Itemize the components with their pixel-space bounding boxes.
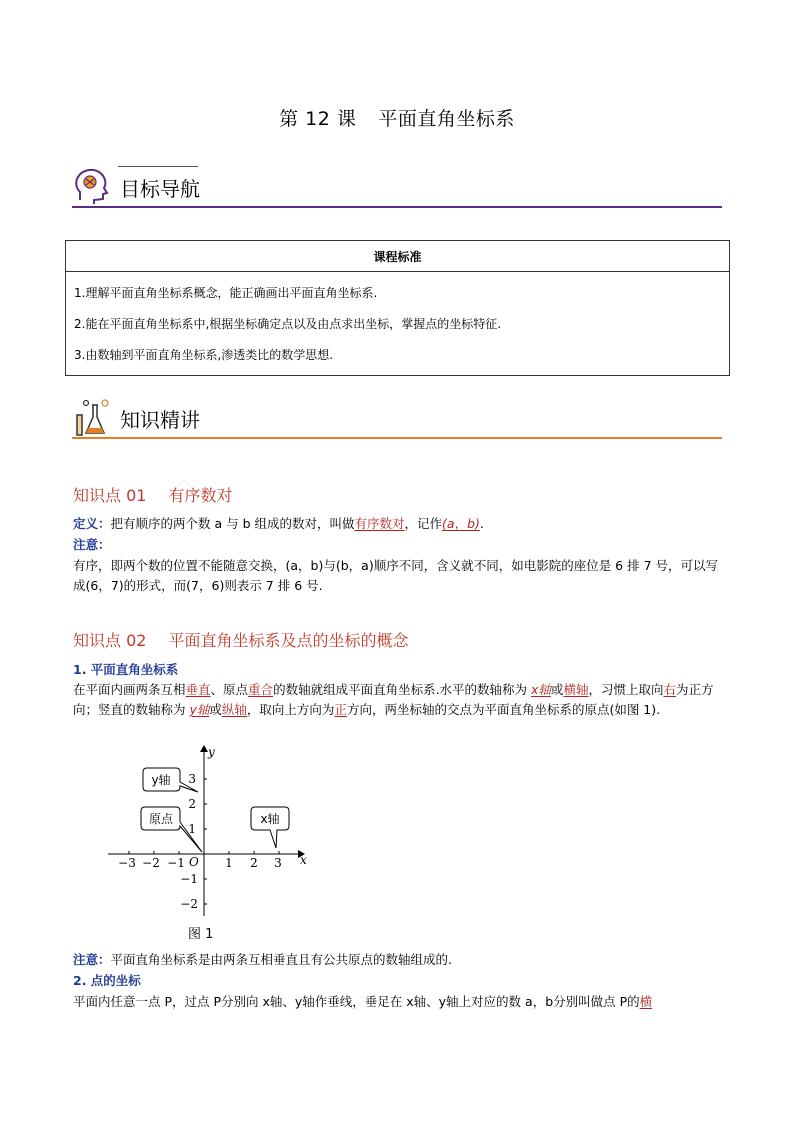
note2-label: 注意： — [73, 952, 111, 967]
x-tick-label: −2 — [142, 856, 160, 870]
p1-text-b: 、原点 — [210, 682, 249, 697]
course-standards-table — [65, 240, 730, 376]
y-tick-label: −1 — [180, 872, 198, 886]
origin-label: O — [189, 855, 199, 869]
def-label: 定义： — [73, 516, 111, 531]
callout-x-axis: x轴 — [260, 812, 280, 826]
p1-text-f: 为正方向；竖直的数轴称为 — [73, 682, 714, 717]
x-tick-label: 2 — [250, 856, 258, 870]
section-nav-title: 目标导航 — [120, 177, 200, 201]
p1-coin: 重合 — [248, 682, 274, 697]
y-axis-label: y — [208, 745, 215, 759]
flask-icon — [72, 397, 112, 437]
kp1-number: 知识点 01 — [73, 486, 147, 505]
p1-perp: 垂直 — [185, 682, 211, 697]
x-tick-label: −3 — [118, 856, 136, 870]
lesson-number: 第 12 课 — [279, 108, 357, 130]
p1-text-g: 或 — [209, 702, 222, 717]
standard-item-2: 2.能在平面直角坐标系中,根据坐标确定点以及由点求出坐标，掌握点的坐标特征. — [74, 317, 502, 331]
p1-text-e: ，习惯上取向 — [588, 682, 664, 697]
kp1-note-text: 有序，即两个数的位置不能随意交换，(a，b)与(b，a)顺序不同，含义就不同，如电影院的座位是 6 排 7 号，可以写成(6，7)的形式，而(7，6)则表示 7 排 6 号. — [73, 558, 718, 593]
callout-y-axis: y轴 — [151, 773, 171, 787]
p2-end: 横 — [639, 994, 653, 1009]
y-tick-label: 3 — [188, 772, 196, 786]
section-decor-line — [118, 166, 198, 167]
kp1-heading — [73, 483, 232, 506]
standards-header: 课程标准 — [66, 241, 730, 272]
x-tick-label: 3 — [274, 856, 282, 870]
kp2-sub1 — [73, 660, 723, 680]
kp2-sub2 — [73, 971, 723, 991]
x-tick-label: 1 — [225, 856, 233, 870]
p1-vert: 纵轴 — [221, 702, 247, 717]
def-text-2: ，记作 — [404, 516, 443, 531]
p1-horiz: 横轴 — [563, 682, 589, 697]
y-axis-arrow — [200, 745, 208, 752]
y-tick-label: 2 — [188, 797, 196, 811]
section-knowledge-title: 知识精讲 — [120, 408, 200, 432]
standard-item-3: 3.由数轴到平面直角坐标系,渗透类比的数学思想. — [74, 348, 334, 362]
section-knowledge-underline — [72, 437, 722, 439]
kp2-heading — [73, 628, 408, 651]
x-axis-label: x — [300, 853, 307, 867]
p1-text-h: ，取向上方向为 — [246, 702, 335, 717]
kp1-definition — [73, 514, 723, 534]
kp1-note-label-row — [73, 535, 723, 555]
def-notation: (a，b) — [442, 516, 480, 531]
note-label: 注意： — [73, 537, 111, 552]
y-tick-label: 1 — [188, 822, 196, 836]
def-term: 有序数对 — [354, 516, 405, 531]
kp1-title: 有序数对 — [168, 486, 233, 505]
figure-caption: 图 1 — [188, 927, 214, 942]
p2-text: 平面内任意一点 P，过点 P分别向 x轴、y轴作垂线，垂足在 x轴、y轴上对应的数 a，b分别叫做点 P的 — [73, 994, 640, 1009]
p1-right: 右 — [663, 682, 676, 697]
sub1-label: 1. 平面直角坐标系 — [73, 662, 179, 677]
standard-item-1: 1.理解平面直角坐标系概念，能正确画出平面直角坐标系. — [74, 286, 378, 300]
section-knowledge-header — [72, 395, 722, 439]
y-tick-label: −2 — [180, 897, 198, 911]
page-title — [0, 104, 794, 131]
p1-text-d: 或 — [550, 682, 564, 697]
figure-coordinate-system — [100, 744, 320, 920]
kp2-title: 平面直角坐标系及点的坐标的概念 — [168, 631, 409, 650]
kp2-number: 知识点 02 — [73, 631, 147, 650]
x-tick-label: −1 — [167, 856, 185, 870]
p1-text-c: 的数轴就组成平面直角坐标系.水平的数轴称为 — [273, 682, 532, 697]
kp2-paragraph-1 — [73, 680, 723, 720]
p1-text-i: 方向，两坐标轴的交点为平面直角坐标系的原点(如图 1). — [346, 702, 661, 717]
section-nav-header — [72, 164, 722, 208]
callout-origin: 原点 — [148, 812, 174, 826]
sub2-label: 2. 点的坐标 — [73, 973, 141, 988]
p1-text-a: 在平面内画两条互相 — [73, 682, 186, 697]
kp2-paragraph-2 — [73, 992, 723, 1012]
def-end: . — [479, 516, 484, 531]
p1-pos: 正 — [334, 702, 347, 717]
lesson-name: 平面直角坐标系 — [378, 108, 515, 130]
note2-text: 平面直角坐标系是由两条互相垂直且有公共原点的数轴组成的. — [110, 952, 452, 967]
head-brain-icon — [72, 166, 112, 206]
kp2-note — [73, 950, 723, 970]
def-text: 把有顺序的两个数 a 与 b 组成的数对，叫做 — [110, 516, 355, 531]
p1-yaxis: y轴 — [189, 702, 210, 717]
p1-xaxis: x轴 — [531, 682, 551, 697]
section-nav-underline — [72, 206, 722, 208]
